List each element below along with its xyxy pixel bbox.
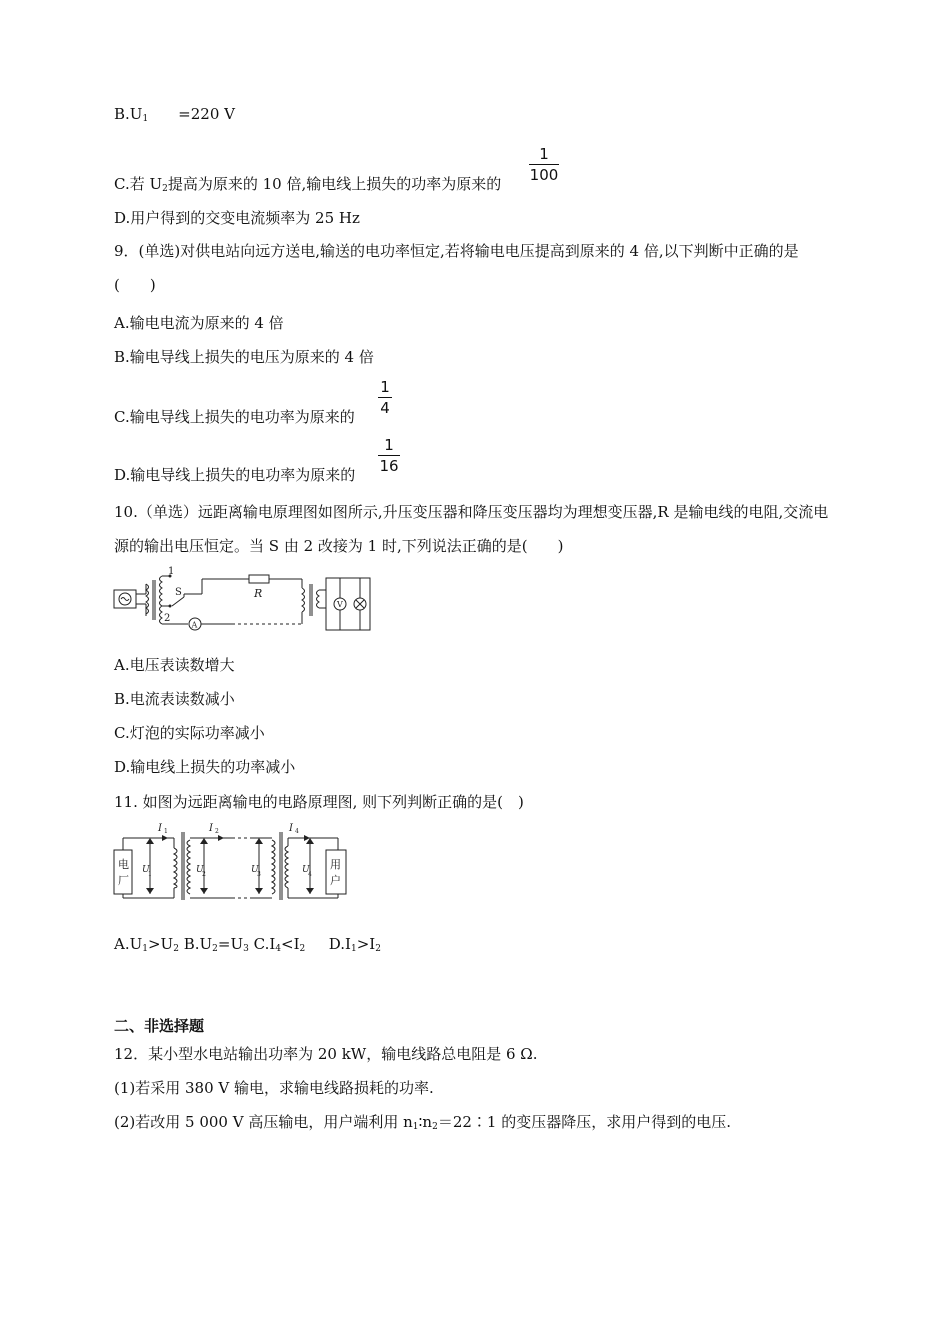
q9-option-b: B.输电导线上损失的电压为原来的 4 倍 bbox=[114, 348, 374, 366]
q11-u4-sub: 4 bbox=[308, 871, 312, 878]
q8-option-d: D.用户得到的交变电流频率为 25 Hz bbox=[114, 209, 360, 227]
q11-i4-sub: 4 bbox=[295, 828, 299, 835]
q11-u2-sub: 2 bbox=[202, 871, 206, 878]
q11-u3-label: U bbox=[251, 865, 259, 875]
q10-resistor-label: R bbox=[254, 587, 263, 600]
q8-option-c-fraction: 1 100 bbox=[529, 145, 559, 184]
section-title: 二、非选择题 bbox=[114, 1017, 205, 1035]
q11-i1-sub: 1 bbox=[164, 828, 168, 835]
q10-option-c: C.灯泡的实际功率减小 bbox=[114, 724, 265, 742]
q8-option-c: C.若 $U_2$提高为原来的 10 倍,输电线上损失的功率为原来的 bbox=[114, 175, 502, 194]
q10-terminal-1-label: 1 bbox=[168, 566, 175, 577]
q11-user-label-2: 户 bbox=[330, 874, 341, 887]
q11-user-label-1: 用 bbox=[330, 858, 341, 871]
q11-option-d: $D.I_1>I_2$ bbox=[328, 935, 381, 954]
q10-ammeter-label: A bbox=[191, 620, 198, 630]
q10-switch-label: S bbox=[175, 587, 182, 598]
q12-part-2: (2)若改用 5 000 V 高压输电，用户端利用 $n_1∶n_2=22∶1$ 的变压器降压，求用户得到的电压. bbox=[114, 1113, 731, 1132]
q10-voltmeter-label: V bbox=[337, 600, 343, 609]
q9-option-a: A.输电电流为原来的 4 倍 bbox=[114, 314, 284, 332]
q9-stem: 9．(单选)对供电站向远方送电,输送的电功率恒定,若将输电电压提高到原来的 4 倍,以下判断中正确的是( ) bbox=[114, 242, 799, 294]
q9-option-d: D.输电导线上损失的电功率为原来的 bbox=[114, 466, 356, 484]
q11-circuit-figure bbox=[112, 818, 350, 900]
q11-i1-label: I bbox=[158, 823, 162, 834]
q9-option-c-fraction: 1 4 bbox=[378, 378, 392, 417]
q11-i2-label: I bbox=[209, 823, 213, 834]
q8-option-b: $B.U_1 =220$ V bbox=[114, 105, 235, 124]
q11-i4-label: I bbox=[289, 823, 293, 834]
q10-stem: 10.（单选）远距离输电原理图如图所示,升压变压器和降压变压器均为理想变压器,R 是输电线的电阻,交流电源的输出电压恒定。当 S 由 2 改接为 1 时,下列说法正确的是( ) bbox=[114, 503, 829, 555]
q11-plant-label-1: 电 bbox=[118, 858, 129, 871]
q9-option-d-fraction: 1 16 bbox=[379, 436, 399, 475]
q11-option-c: $C.I_4<I_2$ bbox=[253, 935, 306, 954]
q9-option-c: C.输电导线上损失的电功率为原来的 bbox=[114, 408, 355, 426]
q10-option-d: D.输电线上损失的功率减小 bbox=[114, 758, 296, 776]
q12-part-1: (1)若采用 380 V 输电，求输电线路损耗的功率. bbox=[114, 1079, 434, 1097]
q10-circuit-figure bbox=[112, 566, 372, 634]
q11-u4-label: U bbox=[302, 865, 310, 875]
q11-plant-label-2: 厂 bbox=[118, 874, 129, 887]
q11-u3-sub: 3 bbox=[257, 871, 261, 878]
q11-u2-label: U bbox=[196, 865, 204, 875]
q11-options bbox=[114, 934, 381, 959]
q11-option-a: $A.U_1>U_2$ bbox=[114, 935, 179, 954]
q11-u1-label: U bbox=[142, 865, 150, 875]
q11-option-b: $B.U_2=U_3$ bbox=[183, 935, 249, 954]
q10-option-b: B.电流表读数减小 bbox=[114, 690, 235, 708]
q12-stem: 12．某小型水电站输出功率为 20 kW，输电线路总电阻是 6 Ω. bbox=[114, 1045, 538, 1063]
q11-stem: 11. 如图为远距离输电的电路原理图, 则下列判断正确的是( ) bbox=[114, 793, 524, 811]
q10-terminal-2-label: 2 bbox=[164, 613, 171, 624]
q11-i2-sub: 2 bbox=[215, 828, 219, 835]
q11-u1-sub: 1 bbox=[148, 871, 152, 878]
q10-option-a: A.电压表读数增大 bbox=[114, 656, 235, 674]
